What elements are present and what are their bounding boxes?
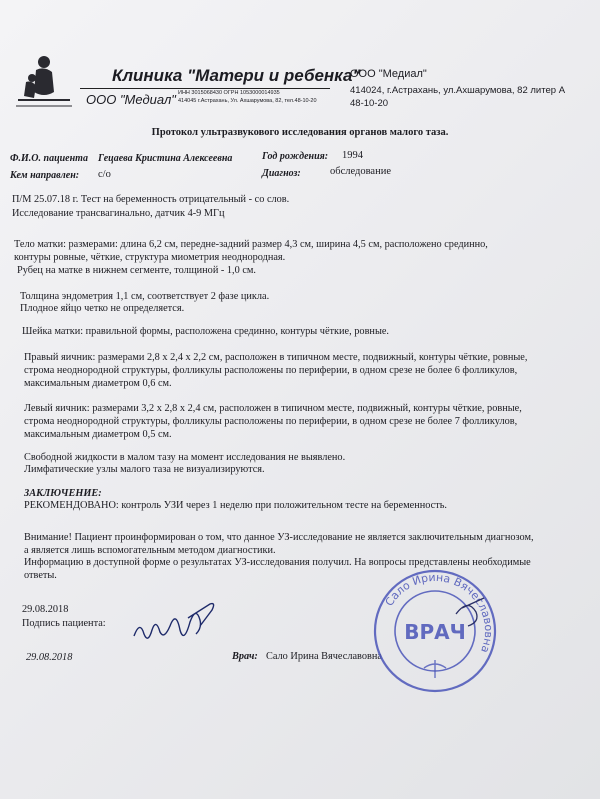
date-doctor: 29.08.2018: [26, 652, 73, 663]
company-name: ООО "Медиал": [350, 68, 427, 80]
info-line-2: ответы.: [24, 570, 57, 581]
diagnosis-value: обследование: [330, 166, 391, 177]
scar-line: Рубец на матке в нижнем сегменте, толщиной - 1,0 см.: [17, 265, 257, 276]
free-fluid-line: Свободной жидкости в малом тазу на момент исследования не выявлено.: [24, 452, 346, 463]
patient-signature-label: Подпись пациента:: [22, 618, 106, 629]
uterus-line-1: Тело матки: размерами: длина 6,2 см, передне-задний размер 4,3 см, ширина 4,5 см, расположено срединно,: [14, 239, 488, 250]
company-address: 414024, г.Астрахань, ул.Ахшарумова, 82 литер А: [350, 85, 566, 96]
clinic-name: Клиника "Матери и ребенка": [112, 66, 361, 85]
body-line-2: Исследование трансвагинально, датчик 4-9 МГц: [12, 208, 225, 219]
date-patient: 29.08.2018: [22, 604, 69, 615]
clinic-small-address: 414045 г.Астрахань, Ул. Ахшарумова, 82, тел.48-10-20: [178, 98, 317, 104]
body-line-1: П/М 25.07.18 г. Тест на беременность отрицательный - со слов.: [12, 194, 290, 205]
diagnosis-label: Диагноз:: [262, 168, 301, 179]
referred-label: Кем направлен:: [10, 170, 80, 181]
right-ovary-line-2: строма неоднородной структуры, фолликулы расположены по периферии, в одном срезе не более 6 фолликулов,: [24, 365, 518, 376]
patient-name: Гецаева Кристина Алексеевна: [98, 153, 233, 164]
patient-name-label: Ф.И.О. пациента: [10, 153, 88, 164]
header-divider: [80, 88, 330, 89]
doctor-label: Врач:: [232, 651, 258, 662]
stamp-center-text: ВРАЧ: [404, 620, 466, 644]
recommendation-line: РЕКОМЕНДОВАНО: контроль УЗИ через 1 неделю при положительном тесте на беременность.: [24, 500, 447, 511]
registration-line: ИНН 3015068430 ОГРН 1053000014935: [178, 90, 280, 96]
left-ovary-line-1: Левый яичник: размерами 3,2 х 2,8 х 2,4 см, расположен в типичном месте, подвижный, контуры чёткие, ровные,: [24, 403, 522, 414]
endometrium-line: Толщина эндометрия 1,1 см, соответствует 2 фазе цикла.: [20, 291, 270, 302]
company-phone: 48-10-20: [350, 98, 389, 109]
lymph-nodes-line: Лимфатические узлы малого таза не визуализируются.: [24, 464, 265, 475]
doctor-stamp-icon: [372, 568, 498, 694]
warning-line-1: Внимание! Пациент проинформирован о том, что данное УЗ-исследование не является заключительным диагнозом,: [24, 532, 534, 543]
birth-year: 1994: [342, 150, 363, 161]
left-ovary-line-2: строма неоднородной структуры, фолликулы расположены по периферии, в одном срезе не более 7 фолликулов,: [24, 416, 518, 427]
conclusion-label: ЗАКЛЮЧЕНИЕ:: [24, 488, 102, 499]
referred-value: с/о: [98, 169, 111, 180]
clinic-logo-icon: [14, 52, 74, 110]
right-ovary-line-1: Правый яичник: размерами 2,8 х 2,4 х 2,2 см, расположен в типичном месте, подвижный, контуры чёткие, ровные,: [24, 352, 528, 363]
cervix-line: Шейка матки: правильной формы, расположена срединно, контуры чёткие, ровные.: [22, 326, 390, 337]
patient-signature-icon: [130, 600, 225, 648]
birth-year-label: Год рождения:: [262, 151, 329, 162]
medial-name-left: ООО "Медиал": [86, 92, 176, 107]
uterus-line-2: контуры ровные, чёткие, структура миометрия неоднородная.: [14, 252, 286, 263]
stamp-ring-text: Сало Ирина Вячеславовна: [382, 570, 496, 655]
ovum-line: Плодное яйцо четко не определяется.: [20, 303, 185, 314]
protocol-title: Протокол ультразвукового исследования органов малого таза.: [151, 127, 449, 138]
info-line-1: Информацию в доступной форме о результатах УЗ-исследования получил. На вопросы представлены необходимые: [24, 557, 531, 568]
doctor-name: Сало Ирина Вячеславовна: [266, 651, 382, 662]
left-ovary-line-3: максимальным диаметром 0,5 см.: [24, 429, 172, 440]
right-ovary-line-3: максимальным диаметром 0,6 см.: [24, 378, 172, 389]
warning-line-2: а является лишь вспомогательным методом диагностики.: [24, 545, 276, 556]
